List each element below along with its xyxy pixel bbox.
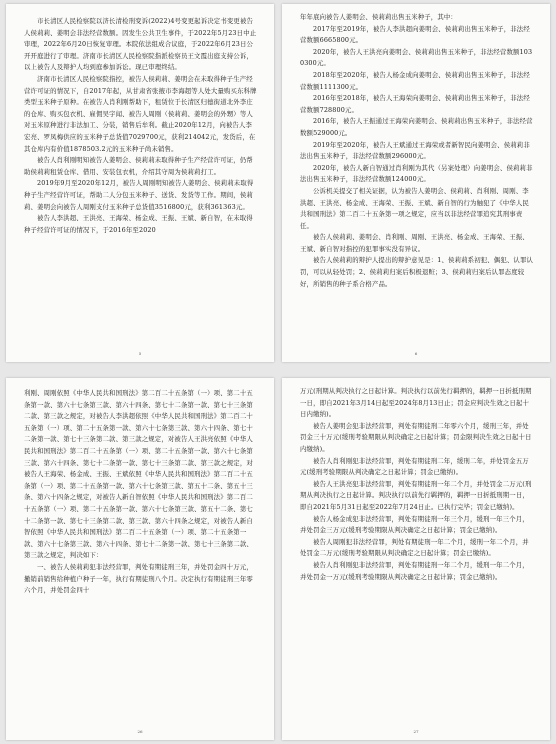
paragraph: 被告人姜明会犯非法经营罪，判处有期徒刑二年零六个月，缓刑三年，并处罚金三十万元(缓刑考验期限从判决确定之日起计算；罚金限判决生效之日起十日内缴纳)。 <box>300 421 532 453</box>
document-page-6 <box>282 4 550 362</box>
paragraph: 年年底向被告人姜明会、侯莉莉出售玉米种子，其中： <box>300 13 457 21</box>
paragraph: 被告人侯莉莉的辩护人提出的辩护意见是：1、侯莉莉系初犯、偶犯、认罪认罚，可以从轻处罚；2、侯莉莉归案后积极退赃；3、侯莉莉归案后认罪态度较好，所销售的种子系合格产品。 <box>300 256 534 288</box>
page-body <box>24 16 258 236</box>
paragraph: 被告人王洪亮犯非法经营罪，判处有期徒刑一年二个月，并处罚金二万元(刑期从判决执行之日起计算。判决执行以前先行羁押的，羁押一日折抵刑期一日，即自2021年5月31日起至2022年7月24日止。已执行完毕；罚金已缴纳)。 <box>300 479 532 511</box>
paragraph: 2020年，被告人王洪亮向姜明会、侯莉莉出售玉米种子，非法经营数额1030300元。 <box>300 47 533 68</box>
paragraph: 2019年9月至2020年12月，被告人周刚明知被告人姜明会、侯莉莉未取得种子生产经营许可证，帮助二人分包玉米种子、送货、发货等工作。期间，侯莉莉、姜明会向被告人周刚支付玉米种子总货值3516800元，获利361363元。 <box>24 179 254 211</box>
paragraph: 2018年至2020年，被告人杨金成向姜明会、侯莉莉出售玉米种子，非法经营数额1111300元。 <box>300 70 530 91</box>
paragraph: 被告人李洪超、王洪亮、王海荣、杨金成、王振、王斌、新自智，在未取得种子经营许可证的情况下，于2016年至2020 <box>24 214 253 234</box>
paragraph: 一、被告人侯莉莉犯非法经营罪，判处有期徒刑三年，并处罚金四十万元，撤销前销售给种植户种子一年，执行有期徒刑八个月。决定执行有期徒刑三年零六个月，并处罚金四十 <box>24 562 253 595</box>
page-number: 5 <box>138 351 142 356</box>
page-body <box>300 386 534 583</box>
paragraph: 2020年，被告人新自智通过肖利刚为其代（另案处理）向姜明会、侯莉莉非法出售玉米种子，非法经营数额124000元。 <box>300 163 533 184</box>
paragraph: 济南市长清区人民检察院指控，被告人侯莉莉、姜明会在未取得种子生产经营许可证的情况下，自2017年起，从甘肃省张掖市李海超等人处大量购买东科牌类型玉米种子原种。在被告人肖利刚帮助下，租赁位于长清区归德街道北外李庄的仓库、购买包衣机、雇佣吴宇闻、被告人周刚（侯莉莉、姜明会的外甥）等人对玉米原种进行非法加工、分装，销售后牟利。截止2020年12月，向被告人李宏亮、罗凤梅供应的玉米种子总货值7029700元，获利214042元，发货后，在其仓库内有价值1878503.2元的玉米种子尚未销售。 <box>24 74 257 153</box>
paragraph: 被告人肖利刚犯非法经营罪，判处有期徒刑一年二个月，缓刑一年二个月，并处罚金一万元(缓刑考验期限从判决确定之日起计算；罚金已缴纳)。 <box>300 560 529 581</box>
document-page-26 <box>6 378 274 740</box>
paragraph: 2016年至2018年，被告人王海荣向姜明会、侯莉莉出售玉米种子，非法经营数额728800元。 <box>300 94 530 114</box>
paragraph: 2019年至2020年，被告人王斌通过王海荣或者新智民向姜明会、侯莉莉非法出售玉米种子，非法经营数额296000元。 <box>300 140 530 161</box>
paragraph: 万元(刑期从判决执行之日起计算。判决执行以前先行羁押的，羁押一日折抵刑期一日，即自2021年3月14日起至2024年8月13日止；罚金应判决生效之日起十日内缴纳)。 <box>300 387 532 419</box>
paragraph: 市长清区人民检察院以济长清检刑变诉(2022)4号变更起诉决定书变更被告人侯莉莉、姜明会非法经营数额。因发生公共卫生事件，于2022年5月23日中止审理，2022年6月20日恢复审理。本院依法组成合议庭，于2022年6月23日公开开庭进行了审理。济南市长清区人民检察院指派检察员王文霞出庭支持公诉，以上被告人及辩护人均到庭参加诉讼。现已审理终结。 <box>24 17 257 72</box>
page-number: 6 <box>414 351 418 356</box>
paragraph: 2017年至2019年，被告人李洪超向姜明会、侯莉莉出售玉米种子，非法经营数额6665800元。 <box>300 24 530 45</box>
page-body <box>24 388 258 597</box>
paragraph: 公诉机关提交了相关证据，认为被告人姜明会、侯莉莉、肖利刚、周刚、李洪超、王洪亮、杨金成、王海荣、王振、王斌、新自智的行为触犯了《中华人民共和国刑法》第二百二十五条第一项之规定，应当以非法经营罪追究其刑事责任。 <box>300 186 529 230</box>
paragraph: 利刚、周刚依照《中华人民共和国刑法》第二百二十五条第（一）项、第二十五条第一款、第六十七条第三款、第六十四条、第七十二条第一款、第七十三条第二款、第三款之规定，对被告人李洪超依照《中华人民共和国刑法》第二百二十五条第（一）项、第二十五条第一款、第六十七条第三款、第六十四条、第七十二条第一款、第七十三条第二款、第三款之规定，对被告人王洪亮依照《中华人民共和国刑法》第二百二十五条第（一）项、第二十五条第一款、第六十七条第三款、第六十四条、第七十二条第一款、第七十三条第二款、第三款之规定，对被告人王海荣、杨金成、王振、王斌依照《中华人民共和国刑法》第二百二十五条第（一）项、第二十五条第一款、第六十七条第三款、第五十二条、第五十三条、第六十四条之规定，对被告人新自智依照《中华人民共和国刑法》第二百二十五条第（一）项、第二十五条第一款、第六十七条第三款、第五十二条、第七十二条第一款、第七十三条第二款、第三款、第六十四条之规定，对被告人新自智依照《中华人民共和国刑法》第二百二十五条第（一）项、第二十五条第一款、第六十七条第三款、第六十四条、第七十二条第一款、第七十三条第二款、第三款之规定，判决如下： <box>24 389 253 560</box>
page-body <box>300 12 534 290</box>
paragraph: 被告人杨金成犯非法经营罪，判处有期徒刑一年三个月，缓刑一年三个月，并处罚金三万元(缓刑考验期限从判决确定之日起计算；罚金已缴纳)。 <box>300 514 529 535</box>
document-page-5 <box>6 4 274 362</box>
page-number: 26 <box>137 729 143 734</box>
paragraph: 被告人肖利刚明知被告人姜明会、侯莉莉未取得种子生产经营许可证，仍帮助侯莉莉租赁仓库、借用、安装包衣机，介绍其守周为侯莉莉打工。 <box>24 156 253 176</box>
document-page-27 <box>282 378 550 740</box>
paragraph: 2016年，被告人王振通过王海荣向姜明会、侯莉莉出售玉米种子，非法经营数额529000元。 <box>300 117 533 137</box>
paragraph: 被告人周刚犯非法经营罪，判处有期徒刑一年二个月，缓刑一年二个月，并处罚金二万元(缓刑考验期限从判决确定之日起计算；罚金已缴纳)。 <box>300 537 529 558</box>
paragraph: 被告人肖利刚犯非法经营罪，判处有期徒刑二年，缓刑二年，并处罚金五万元(缓刑考验期限从判决确定之日起计算；罚金已缴纳)。 <box>300 456 529 477</box>
page-number: 27 <box>413 729 419 734</box>
paragraph: 被告人侯莉莉、姜明会、肖利刚、周刚、王洪亮、杨金成、王海荣、王振、王斌、新自智对指控的犯罪事实没有异议。 <box>300 233 529 253</box>
